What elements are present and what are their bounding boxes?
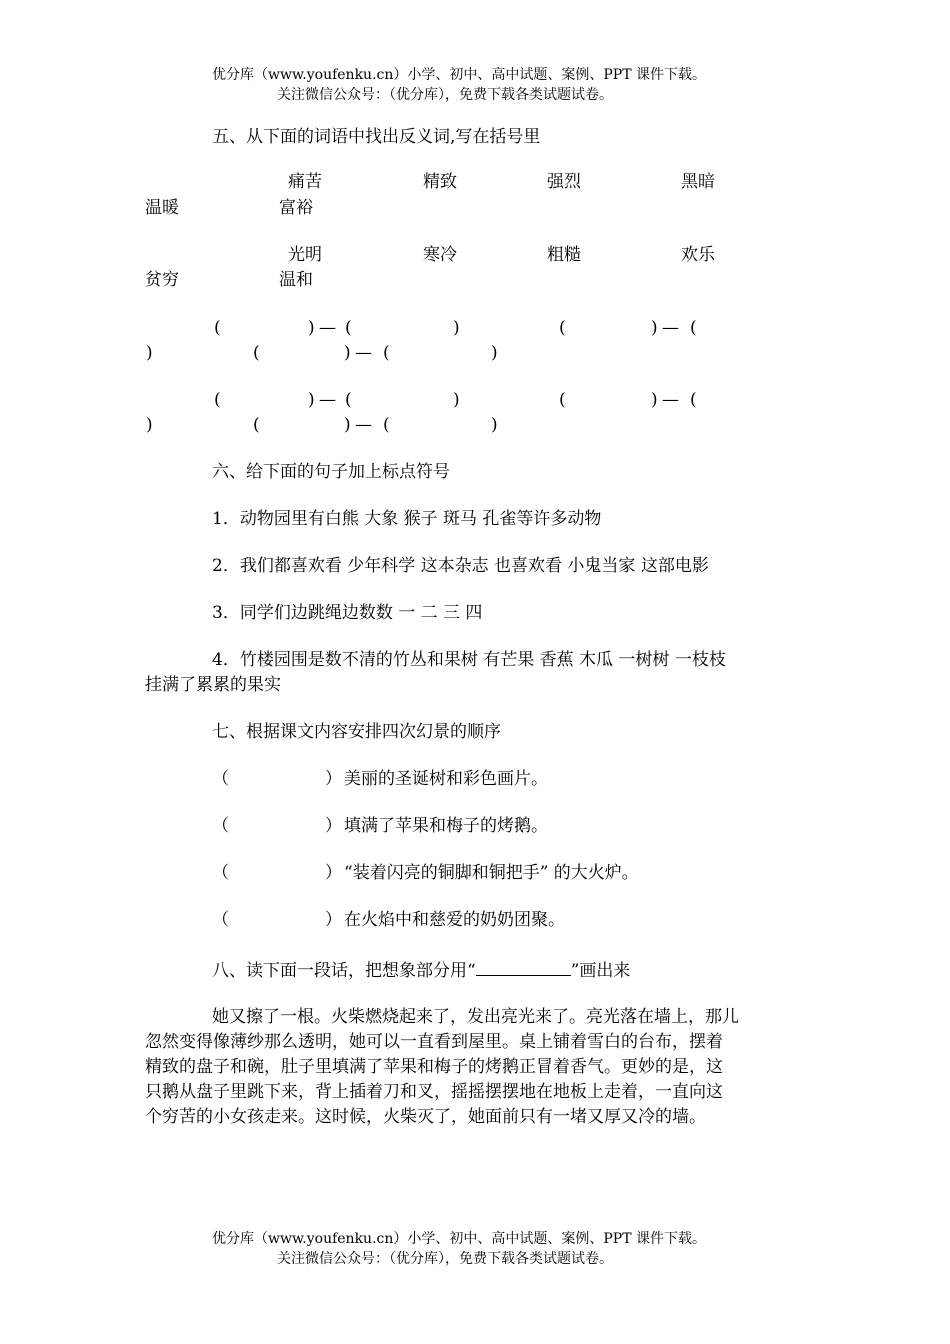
paren-open: ( (345, 390, 352, 410)
word: 精致 (423, 172, 457, 192)
dash: — (319, 318, 336, 338)
paren-close: ） (325, 863, 342, 883)
paren-open: ( (345, 318, 352, 338)
paren-close: ） (325, 910, 342, 930)
word: 温和 (279, 270, 313, 290)
paren-open: ( (383, 415, 390, 435)
word: 黑暗 (681, 172, 715, 192)
header-line-2: 关注微信公众号：（优分库），免费下载各类试题试卷。 (277, 87, 613, 103)
footer-line-2: 关注微信公众号：（优分库），免费下载各类试题试卷。 (277, 1251, 613, 1267)
word: 温暖 (145, 198, 179, 218)
order-item-text: 填满了苹果和梅子的烤鹅。 (344, 816, 548, 836)
footer-line-1: 优分库（www.youfenku.cn）小学、初中、高中试题、案例、PPT 课件下载。 (212, 1231, 707, 1247)
word: 寒冷 (423, 245, 457, 265)
paren-close: ) (146, 343, 153, 363)
word: 粗糙 (547, 245, 581, 265)
section-6-title: 六、给下面的句子加上标点符号 (212, 462, 450, 482)
paren-close: ) (146, 415, 153, 435)
section-5-title: 五、从下面的词语中找出反义词,写在括号里 (212, 127, 541, 147)
section-7-title: 七、根据课文内容安排四次幻景的顺序 (212, 722, 501, 742)
dash: — (662, 318, 679, 338)
paren-open: ( (690, 390, 697, 410)
word: 光明 (288, 245, 322, 265)
paren-open: ( (214, 390, 221, 410)
header-line-1: 优分库（www.youfenku.cn）小学、初中、高中试题、案例、PPT 课件下载。 (212, 67, 707, 83)
paren-close: ) (453, 318, 460, 338)
paren-close: ) (453, 390, 460, 410)
paren-open: （ (212, 863, 229, 883)
paren-open: ( (559, 390, 566, 410)
sentence-item: 2．我们都喜欢看 少年科学 这本杂志 也喜欢看 小鬼当家 这部电影 (212, 556, 709, 576)
dash: — (355, 343, 372, 363)
word: 贫穷 (145, 270, 179, 290)
paren-open: （ (212, 816, 229, 836)
story-line: 只鹅从盘子里跳下来，背上插着刀和叉，摇摇摆摆地在地板上走着，一直向这 (145, 1082, 723, 1102)
dash: — (662, 390, 679, 410)
paren-open: ( (253, 343, 260, 363)
section-8-title-after: ”画出来 (570, 961, 631, 981)
sentence-item-continuation: 挂满了累累的果实 (145, 675, 281, 695)
word: 富裕 (279, 198, 313, 218)
paren-open: （ (212, 769, 229, 789)
section-8-title-before: 八、读下面一段话，把想象部分用“ (212, 961, 476, 981)
story-line: 精致的盘子和碗，肚子里填满了苹果和梅子的烤鹅正冒着香气。更妙的是，这 (145, 1057, 723, 1077)
paren-open: ( (690, 318, 697, 338)
paren-close: ) (308, 318, 315, 338)
underline-blank (476, 961, 571, 976)
sentence-item: 3．同学们边跳绳边数数 一 二 三 四 (212, 603, 483, 623)
paren-open: ( (253, 415, 260, 435)
order-item-text: 美丽的圣诞树和彩色画片。 (344, 769, 548, 789)
word: 强烈 (547, 172, 581, 192)
paren-open: ( (559, 318, 566, 338)
dash: — (355, 415, 372, 435)
paren-open: ( (214, 318, 221, 338)
paren-close: ) (491, 415, 498, 435)
paren-close: ) (344, 415, 351, 435)
paren-open: ( (383, 343, 390, 363)
paren-close: ) (651, 390, 658, 410)
paren-open: （ (212, 910, 229, 930)
word: 欢乐 (681, 245, 715, 265)
dash: — (319, 390, 336, 410)
paren-close: ) (491, 343, 498, 363)
order-item-text: “装着闪亮的铜脚和铜把手” 的大火炉。 (344, 863, 639, 883)
sentence-item: 4．竹楼园围是数不清的竹丛和果树 有芒果 香蕉 木瓜 一树树 一枝枝 (212, 650, 726, 670)
paren-close: ） (325, 816, 342, 836)
paren-close: ) (308, 390, 315, 410)
paren-close: ) (651, 318, 658, 338)
section-8-title (212, 961, 630, 980)
word: 痛苦 (288, 172, 322, 192)
paren-close: ) (344, 343, 351, 363)
story-line: 个穷苦的小女孩走来。这时候，火柴灭了，她面前只有一堵又厚又冷的墙。 (145, 1107, 706, 1127)
story-line: 忽然变得像薄纱那么透明，她可以一直看到屋里。桌上铺着雪白的台布，摆着 (145, 1032, 723, 1052)
sentence-item: 1．动物园里有白熊 大象 猴子 斑马 孔雀等许多动物 (212, 509, 602, 529)
story-line: 她又擦了一根。火柴燃烧起来了，发出亮光来了。亮光落在墙上，那儿 (212, 1007, 739, 1027)
order-item-text: 在火焰中和慈爱的奶奶团聚。 (344, 910, 565, 930)
paren-close: ） (325, 769, 342, 789)
